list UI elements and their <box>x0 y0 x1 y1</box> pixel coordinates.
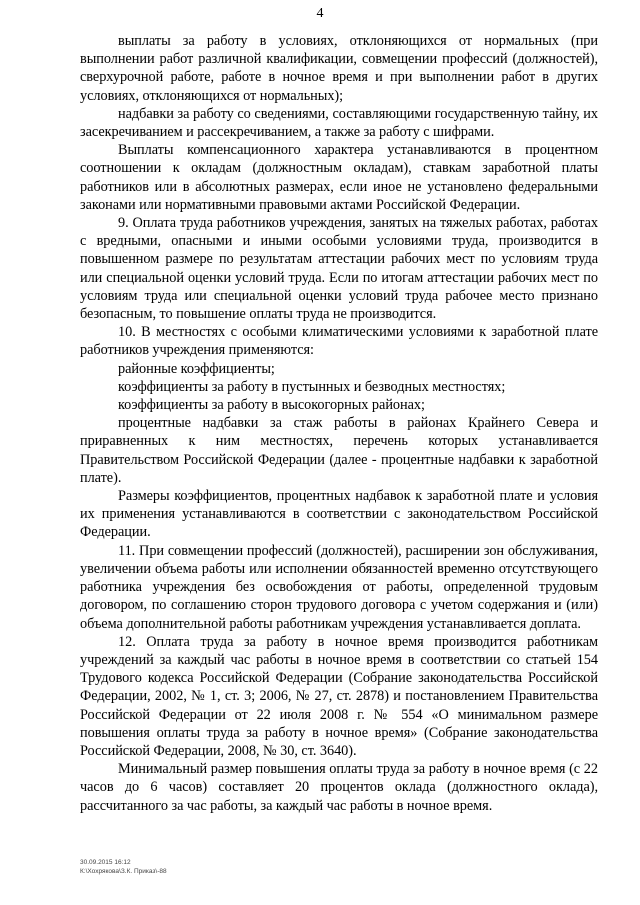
paragraph-coefficient-sizes: Размеры коэффициентов, процентных надбавок к заработной плате и условия их применения устанавливаются в соответствии с законодательством Российской Федерации. <box>80 488 598 541</box>
paragraph-compensation-ratio: Выплаты компенсационного характера устанавливаются в процентном соотношении к окладам (должностным окладам), ставкам заработной платы работников или в абсолютных размерах, если иное не установлено федеральными законами или нормативными правовыми актами Российской Федерации. <box>80 142 598 213</box>
paragraph-night-minimum: Минимальный размер повышения оплаты труда за работу в ночное время (с 22 часов до 6 часов) составляет 20 процентов оклада (должностного оклада), рассчитанного за час работы, за каждый час работы в ночное время. <box>80 761 598 814</box>
paragraph-clause-9: 9. Оплата труда работников учреждения, занятых на тяжелых работах, работах с вредными, опасными и иными особыми условиями труда, производится в повышенном размере по результатам аттестации рабочих мест по условиям труда или специальной оценки условий труда. Если по итогам аттестации рабочих мест по условиям труда или специальной оценки условий труда рабочее место признано безопасным, то повышение оплаты труда не производится. <box>80 215 598 323</box>
document-footer <box>80 858 167 876</box>
list-item-north-allowances: процентные надбавки за стаж работы в районах Крайнего Севера и приравненных к ним местностях, перечень которых устанавливается Правительством Российской Федерации (далее - процентные надбавки к заработной плате). <box>80 415 598 486</box>
paragraph-clause-12: 12. Оплата труда за работу в ночное время производится работникам учреждений за каждый час работы в ночное время в соответствии со статьей 154 Трудового кодекса Российской Федерации (Собрание законодательства Российской Федерации, 2002, № 1, ст. 3; 2006, № 27, ст. 2878) и постановлением Правительства Российской Федерации от 22 июля 2008 г. № 554 «О минимальном размере повышения оплаты труда за работу в ночное время» (Собрание законодательства Российской Федерации, 2008, № 30, ст. 3640). <box>80 633 598 759</box>
footer-timestamp: 30.09.2015 16:12 <box>80 859 131 866</box>
footer-file-path: К:\Хохрякова\З.К. Приказ\-88 <box>80 868 167 875</box>
list-item-regional-coefficients: районные коэффициенты; <box>118 360 275 377</box>
paragraph-overtime-payments: выплаты за работу в условиях, отклоняющихся от нормальных (при выполнении работ различной квалификации, совмещении профессий (должностей), сверхурочной работе, работе в ночное время и при выполнении работ в других условиях, отклоняющихся от нормальных); <box>80 33 598 104</box>
page-number: 4 <box>316 6 324 21</box>
document-body <box>80 32 598 815</box>
paragraph-state-secret-allowance: надбавки за работу со сведениями, составляющими государственную тайну, их засекречиванием и рассекречиванием, а также за работу с шифрами. <box>80 105 598 141</box>
paragraph-clause-11: 11. При совмещении профессий (должностей), расширении зон обслуживания, увеличении объема работы или исполнении обязанностей временно отсутствующего работника учреждения без освобождения от работы, определенной трудовым договором, по соглашению сторон трудового договора с учетом содержания и (или) объема дополнительной работы работникам учреждения устанавливается доплата. <box>80 542 598 632</box>
paragraph-clause-10: 10. В местностях с особыми климатическими условиями к заработной плате работников учреждения применяются: <box>80 324 598 359</box>
list-item-desert-coefficients: коэффициенты за работу в пустынных и безводных местностях; <box>118 378 506 395</box>
list-item-highland-coefficients: коэффициенты за работу в высокогорных районах; <box>118 397 425 414</box>
